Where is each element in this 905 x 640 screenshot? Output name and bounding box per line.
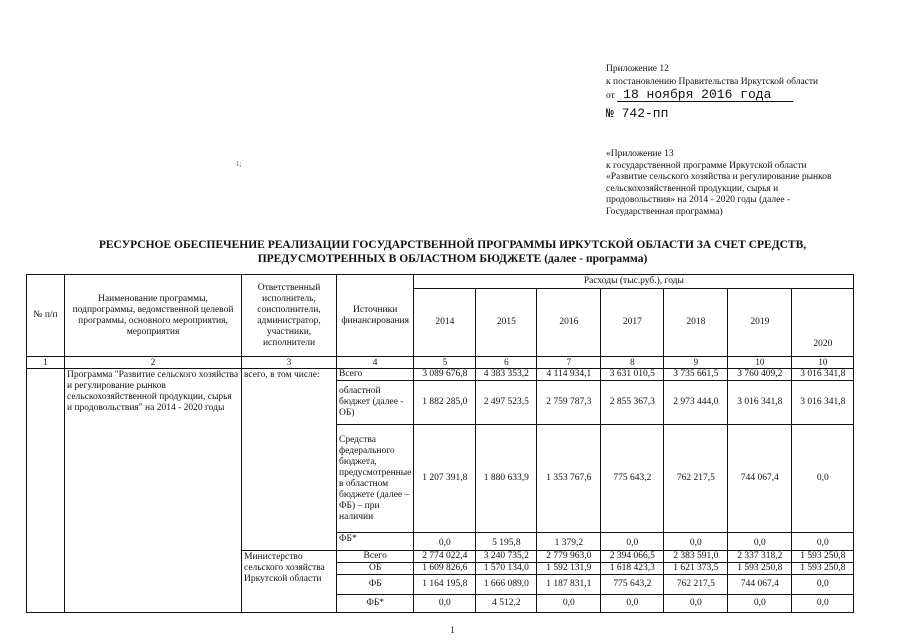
source-cell: Всего [337, 369, 414, 381]
value-cell: 3 016 341,8 [792, 369, 854, 381]
colnum: 5 [414, 357, 476, 369]
source-cell: Всего [337, 551, 414, 563]
value-cell: 3 760 409,2 [728, 369, 792, 381]
header-year: 2020 [792, 289, 854, 357]
value-cell: 4 383 353,2 [476, 369, 537, 381]
value-cell: 1 618 423,3 [601, 563, 664, 575]
value-cell: 4 114 934,1 [537, 369, 601, 381]
colnum: 10 [792, 357, 854, 369]
program-name: Программа "Развитие сельского хозяйства и регулирование рынков сельскохозяйственной продукции, сырья и продовольствия" на 2014 - 2020 годы [65, 369, 242, 613]
value-cell: 1 164 195,8 [414, 575, 476, 595]
appendix-12-title: Приложение 12 [606, 64, 669, 74]
source-cell: ФБ* [337, 533, 414, 551]
colnum: 2 [65, 357, 242, 369]
appendix-12-date-line [606, 88, 818, 103]
appendix-12-from-label: от [606, 91, 615, 101]
value-cell: 2 337 318,2 [728, 551, 792, 563]
colnum: 1 [27, 357, 65, 369]
value-cell: 744 067,4 [728, 575, 792, 595]
value-cell: 3 240 735,2 [476, 551, 537, 563]
value-cell: 0,0 [792, 575, 854, 595]
value-cell: 0,0 [728, 595, 792, 613]
source-cell: ОБ [337, 563, 414, 575]
header-responsible: Ответственный исполнитель, соисполнители, администратор, участники, исполнители [242, 275, 337, 357]
value-cell: 0,0 [601, 595, 664, 613]
value-cell: 1 593 250,8 [792, 563, 854, 575]
value-cell: 2 383 591,0 [664, 551, 728, 563]
colnum: 6 [476, 357, 537, 369]
value-cell: 775 643,2 [601, 575, 664, 595]
appendix-12-number: № 742-пп [606, 105, 669, 121]
value-cell: 0,0 [414, 595, 476, 613]
header-num: № п/п [27, 275, 65, 357]
value-cell: 3 089 676,8 [414, 369, 476, 381]
source-cell: областной бюджет (далее - ОБ) [337, 381, 414, 425]
value-cell: 1 882 285,0 [414, 381, 476, 425]
colnum: 9 [664, 357, 728, 369]
value-cell: 1 353 767,6 [537, 425, 601, 533]
value-cell: 775 643,2 [601, 425, 664, 533]
colnum: 4 [337, 357, 414, 369]
header-expenses: Расходы (тыс.руб.), годы [414, 275, 854, 289]
value-cell: 0,0 [792, 533, 854, 551]
value-cell: 2 497 523,5 [476, 381, 537, 425]
value-cell: 3 735 661,5 [664, 369, 728, 381]
value-cell: 0,0 [537, 595, 601, 613]
value-cell: 1 592 131,9 [537, 563, 601, 575]
responsible-total: всего, в том числе: [242, 369, 337, 551]
value-cell: 1 621 373,5 [664, 563, 728, 575]
document-title-line2: ПРЕДУСМОТРЕННЫХ В ОБЛАСТНОМ БЮДЖЕТЕ (далее - программа) [257, 253, 648, 265]
value-cell: 0,0 [664, 533, 728, 551]
value-cell: 1 609 826,6 [414, 563, 476, 575]
value-cell: 1 666 089,0 [476, 575, 537, 595]
value-cell: 2 779 963,0 [537, 551, 601, 563]
source-cell: Средства федерального бюджета, предусмотренные в областном бюджете (далее – ФБ) – при наличии [337, 425, 414, 533]
header-year: 2015 [476, 289, 537, 357]
value-cell: 2 774 022,4 [414, 551, 476, 563]
colnum: 3 [242, 357, 337, 369]
value-cell: 1 593 250,8 [728, 563, 792, 575]
responsible-ministry: Министерство сельского хозяйства Иркутской области [242, 551, 337, 613]
value-cell: 3 631 010,5 [601, 369, 664, 381]
scan-mark: 1; [236, 160, 242, 168]
appendix-13-line: «Приложение 13 [606, 149, 674, 159]
header-year: 2014 [414, 289, 476, 357]
header-source: Источники финансирования [337, 275, 414, 357]
value-cell: 3 016 341,8 [728, 381, 792, 425]
value-cell: 744 067,4 [728, 425, 792, 533]
document-title [0, 238, 905, 266]
header-year: 2016 [537, 289, 601, 357]
value-cell: 4 512,2 [476, 595, 537, 613]
value-cell: 3 016 341,8 [792, 381, 854, 425]
row-number-cell [27, 369, 65, 613]
header-name: Наименование программы, подпрограммы, ведомственной целевой программы, основного мероприятия, мероприятия [65, 275, 242, 357]
value-cell: 0,0 [601, 533, 664, 551]
value-cell: 0,0 [728, 533, 792, 551]
appendix-13-line: «Развитие сельского хозяйства и регулирование рынков [606, 172, 832, 182]
value-cell: 1 379,2 [537, 533, 601, 551]
value-cell: 0,0 [414, 533, 476, 551]
colnum: 10 [728, 357, 792, 369]
source-cell: ФБ [337, 575, 414, 595]
value-cell: 2 394 066,5 [601, 551, 664, 563]
header-year: 2019 [728, 289, 792, 357]
value-cell: 1 570 134,0 [476, 563, 537, 575]
appendix-12-block [606, 64, 818, 119]
value-cell: 1 187 831,1 [537, 575, 601, 595]
appendix-12-resolution: к постановлению Правительства Иркутской области [606, 76, 819, 87]
appendix-13-line: Государственная программа) [606, 206, 723, 217]
table-row [27, 369, 854, 381]
value-cell: 2 855 367,3 [601, 381, 664, 425]
budget-table [26, 274, 854, 613]
appendix-12-date: 18 ноября 2016 года [617, 88, 793, 102]
value-cell: 762 217,5 [664, 425, 728, 533]
header-year: 2018 [664, 289, 728, 357]
colnum: 8 [601, 357, 664, 369]
colnum: 7 [537, 357, 601, 369]
appendix-13-block [606, 149, 831, 218]
source-cell: ФБ* [337, 595, 414, 613]
value-cell: 0,0 [792, 595, 854, 613]
appendix-13-line: продовольствия» на 2014 - 2020 годы (далее - [606, 195, 791, 205]
value-cell: 0,0 [664, 595, 728, 613]
appendix-13-line: сельскохозяйственной продукции, сырья и [606, 183, 779, 194]
value-cell: 0,0 [792, 425, 854, 533]
value-cell: 5 195,8 [476, 533, 537, 551]
value-cell: 1 593 250,8 [792, 551, 854, 563]
value-cell: 2 973 444,0 [664, 381, 728, 425]
value-cell: 1 207 391,8 [414, 425, 476, 533]
value-cell: 1 880 633,9 [476, 425, 537, 533]
document-title-line1: РЕСУРСНОЕ ОБЕСПЕЧЕНИЕ РЕАЛИЗАЦИИ ГОСУДАРСТВЕННОЙ ПРОГРАММЫ ИРКУТСКОЙ ОБЛАСТИ ЗА СЧЕТ СРЕДСТВ, [98, 239, 807, 251]
page-number: 1 [450, 626, 455, 636]
header-year: 2017 [601, 289, 664, 357]
value-cell: 762 217,5 [664, 575, 728, 595]
value-cell: 2 759 787,3 [537, 381, 601, 425]
appendix-13-line: к государственной программе Иркутской области [606, 160, 807, 171]
